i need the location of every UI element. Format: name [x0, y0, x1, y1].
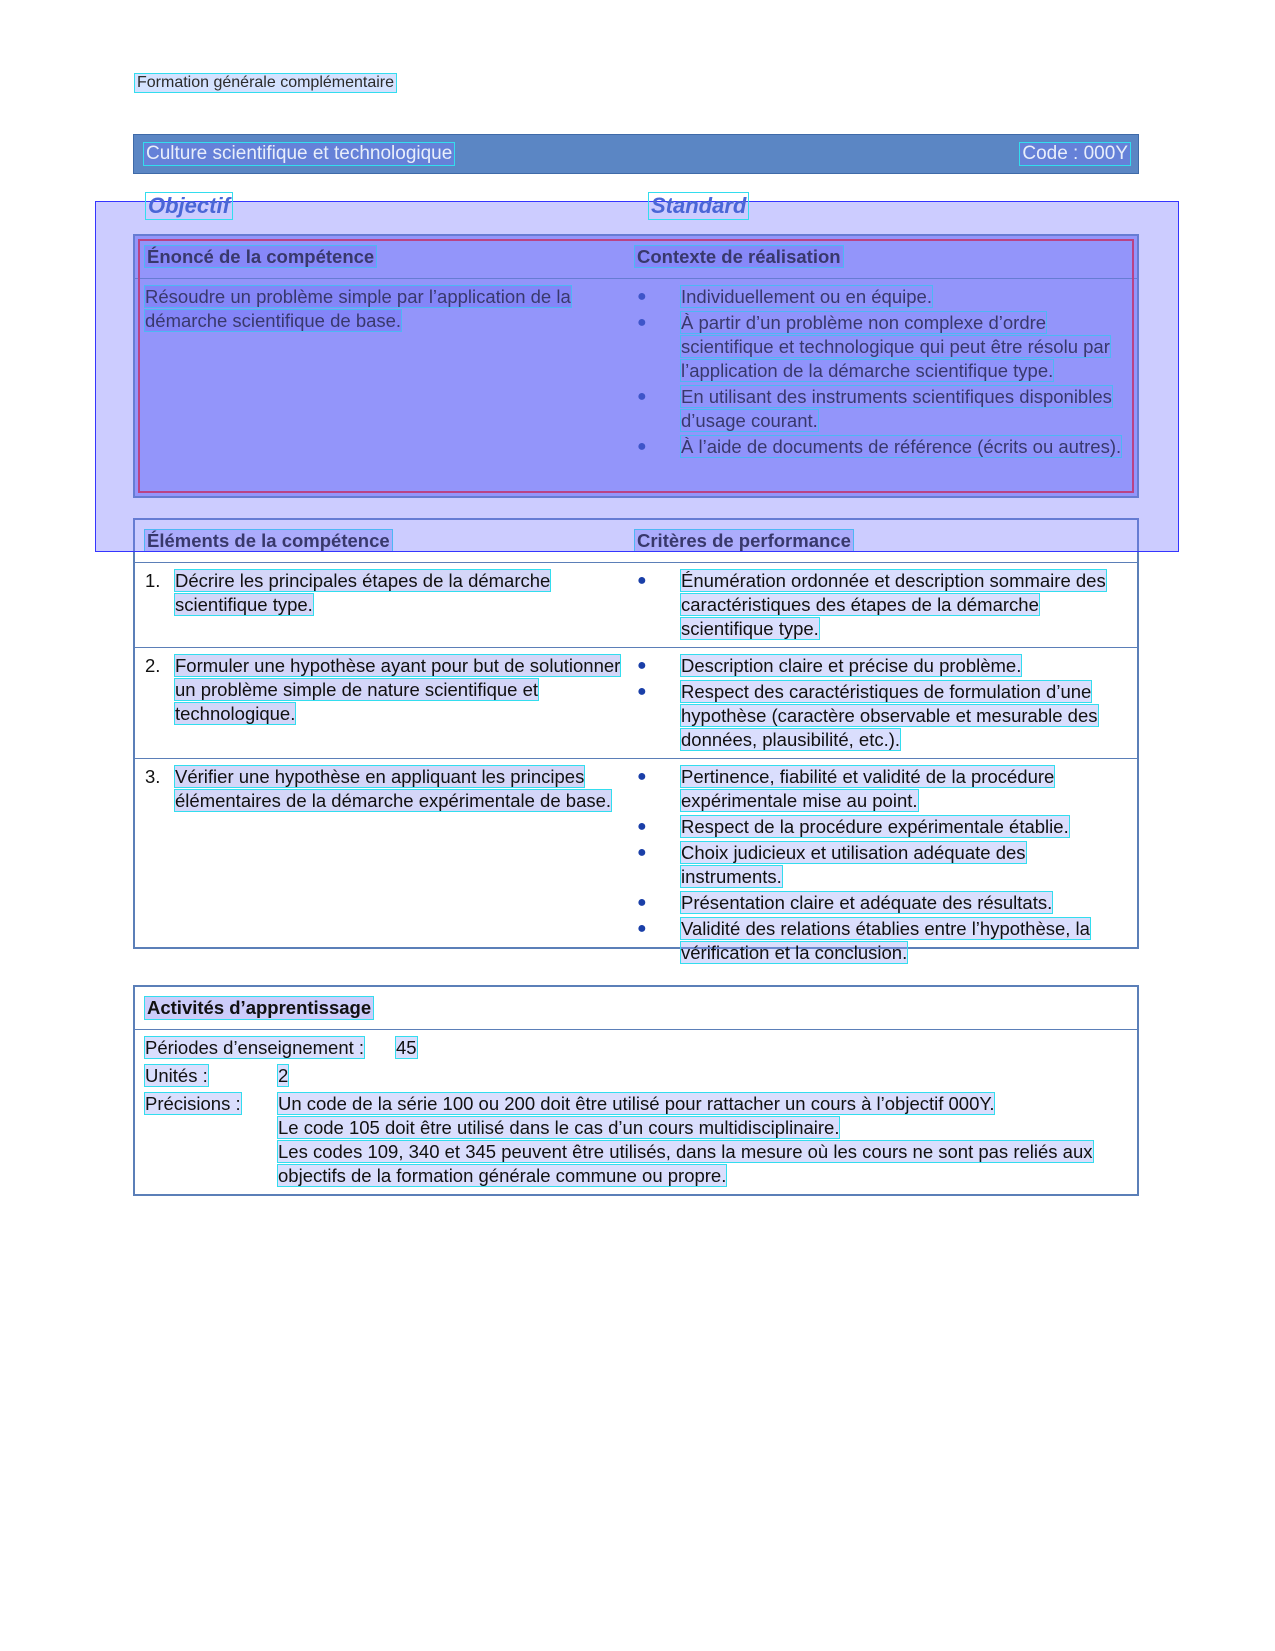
- element-text: Vérifier une hypothèse en appliquant les principes élémentaires de la démarche expérimentale de base.: [175, 766, 612, 811]
- list-item: [635, 311, 1127, 383]
- element-cell: [135, 648, 635, 758]
- activites-header-label: Activités d’apprentissage: [147, 997, 372, 1018]
- elements-box: [133, 518, 1139, 963]
- contexte-item-text: À l’aide de documents de référence (écrits ou autres).: [681, 436, 1122, 457]
- table-row: [135, 648, 1137, 759]
- table-row: [135, 759, 1137, 971]
- critere-text: Description claire et précise du problème.: [681, 655, 1022, 676]
- element-number: 3.: [145, 766, 161, 787]
- critere-text: Énumération ordonnée et description sommaire des caractéristiques des étapes de la démarche scientifique type.: [681, 570, 1106, 639]
- critere-text: Respect des caractéristiques de formulation d’une hypothèse (caractère observable et mesurable des données, plausibilité, etc.).: [681, 681, 1098, 750]
- elements-header-label: Éléments de la compétence: [147, 530, 390, 551]
- unites-label: Unités :: [145, 1065, 208, 1086]
- objectif-heading: Objectif: [148, 193, 230, 218]
- competence-header: [135, 236, 1137, 279]
- enonce-text: Résoudre un problème simple par l’application de la démarche scientifique de base.: [145, 286, 571, 331]
- precisions-text: [278, 1092, 1127, 1188]
- precision-line: Le code 105 doit être utilisé dans le cas d’un cours multidisciplinaire.: [278, 1117, 840, 1138]
- bullet-icon: ●: [637, 894, 647, 911]
- precision-line: Un code de la série 100 ou 200 doit être utilisé pour rattacher un cours à l’objectif 000Y.: [278, 1093, 995, 1114]
- precisions-block: [145, 1092, 1127, 1188]
- criteres-cell: [635, 648, 1137, 758]
- list-item: [635, 765, 1127, 813]
- precisions-label: Précisions :: [145, 1093, 241, 1114]
- contexte-list: [635, 285, 1127, 459]
- list-item: [635, 435, 1127, 459]
- criteres-cell: [635, 563, 1137, 647]
- element-number: 1.: [145, 570, 161, 591]
- bullet-icon: ●: [637, 683, 647, 700]
- contexte-cell: [635, 279, 1137, 465]
- bullet-icon: ●: [637, 818, 647, 835]
- bullet-icon: ●: [637, 657, 647, 674]
- activites-box: [133, 985, 1139, 1196]
- standard-heading: Standard: [651, 193, 747, 218]
- list-item: [635, 917, 1127, 965]
- contexte-item-text: Individuellement ou en équipe.: [681, 286, 932, 307]
- precision-line: Les codes 109, 340 et 345 peuvent être utilisés, dans la mesure où les cours ne sont pas reliés aux objectifs de la formation générale commune ou propre.: [278, 1141, 1093, 1186]
- element-cell: [135, 759, 635, 971]
- bullet-icon: ●: [637, 288, 647, 305]
- table-row: [135, 563, 1137, 648]
- periodes-value: 45: [396, 1037, 417, 1058]
- contexte-item-text: En utilisant des instruments scientifiques disponibles d’usage courant.: [681, 386, 1112, 431]
- critere-text: Choix judicieux et utilisation adéquate des instruments.: [681, 842, 1026, 887]
- critere-text: Validité des relations établies entre l’hypothèse, la vérification et la conclusion.: [681, 918, 1090, 963]
- element-text: Décrire les principales étapes de la démarche scientifique type.: [175, 570, 551, 615]
- list-item: [635, 841, 1127, 889]
- bullet-icon: ●: [637, 438, 647, 455]
- unites-value: 2: [278, 1065, 289, 1086]
- periodes-label: Périodes d’enseignement :: [145, 1037, 365, 1058]
- list-item: [635, 569, 1127, 641]
- list-item: [635, 285, 1127, 309]
- bullet-icon: ●: [637, 920, 647, 937]
- list-item: [635, 815, 1127, 839]
- running-head: Formation générale complémentaire: [137, 74, 395, 91]
- bullet-icon: ●: [637, 572, 647, 589]
- enonce-cell: [135, 279, 635, 465]
- critere-text: Pertinence, fiabilité et validité de la procédure expérimentale mise au point.: [681, 766, 1055, 811]
- unites-line: [145, 1064, 1127, 1088]
- list-item: [635, 385, 1127, 433]
- course-code: Code : 000Y: [1022, 143, 1128, 164]
- activites-body: [135, 1030, 1137, 1200]
- list-item: [635, 680, 1127, 752]
- list-item: [635, 654, 1127, 678]
- competence-box: [133, 234, 1139, 498]
- bullet-icon: ●: [637, 844, 647, 861]
- contexte-header: Contexte de réalisation: [637, 246, 841, 267]
- course-title: Culture scientifique et technologique: [146, 143, 453, 164]
- criteres-header-label: Critères de performance: [637, 530, 851, 551]
- bullet-icon: ●: [637, 388, 647, 405]
- elements-header: [135, 520, 1137, 563]
- bullet-icon: ●: [637, 314, 647, 331]
- enonce-header: Énoncé de la compétence: [147, 246, 375, 267]
- list-item: [635, 891, 1127, 915]
- critere-text: Respect de la procédure expérimentale établie.: [681, 816, 1069, 837]
- element-cell: [135, 563, 635, 647]
- element-number: 2.: [145, 655, 161, 676]
- criteres-cell: [635, 759, 1137, 971]
- bullet-icon: ●: [637, 768, 647, 785]
- competence-row: [135, 279, 1137, 465]
- contexte-item-text: À partir d’un problème non complexe d’ordre scientifique et technologique qui peut être résolu par l’application de la démarche scientifique type.: [681, 312, 1110, 381]
- activites-header: [135, 987, 1137, 1030]
- periodes-line: [145, 1036, 1127, 1060]
- element-text: Formuler une hypothèse ayant pour but de solutionner un problème simple de nature scientifique et technologique.: [175, 655, 621, 724]
- course-title-bar: [133, 134, 1139, 174]
- critere-text: Présentation claire et adéquate des résultats.: [681, 892, 1053, 913]
